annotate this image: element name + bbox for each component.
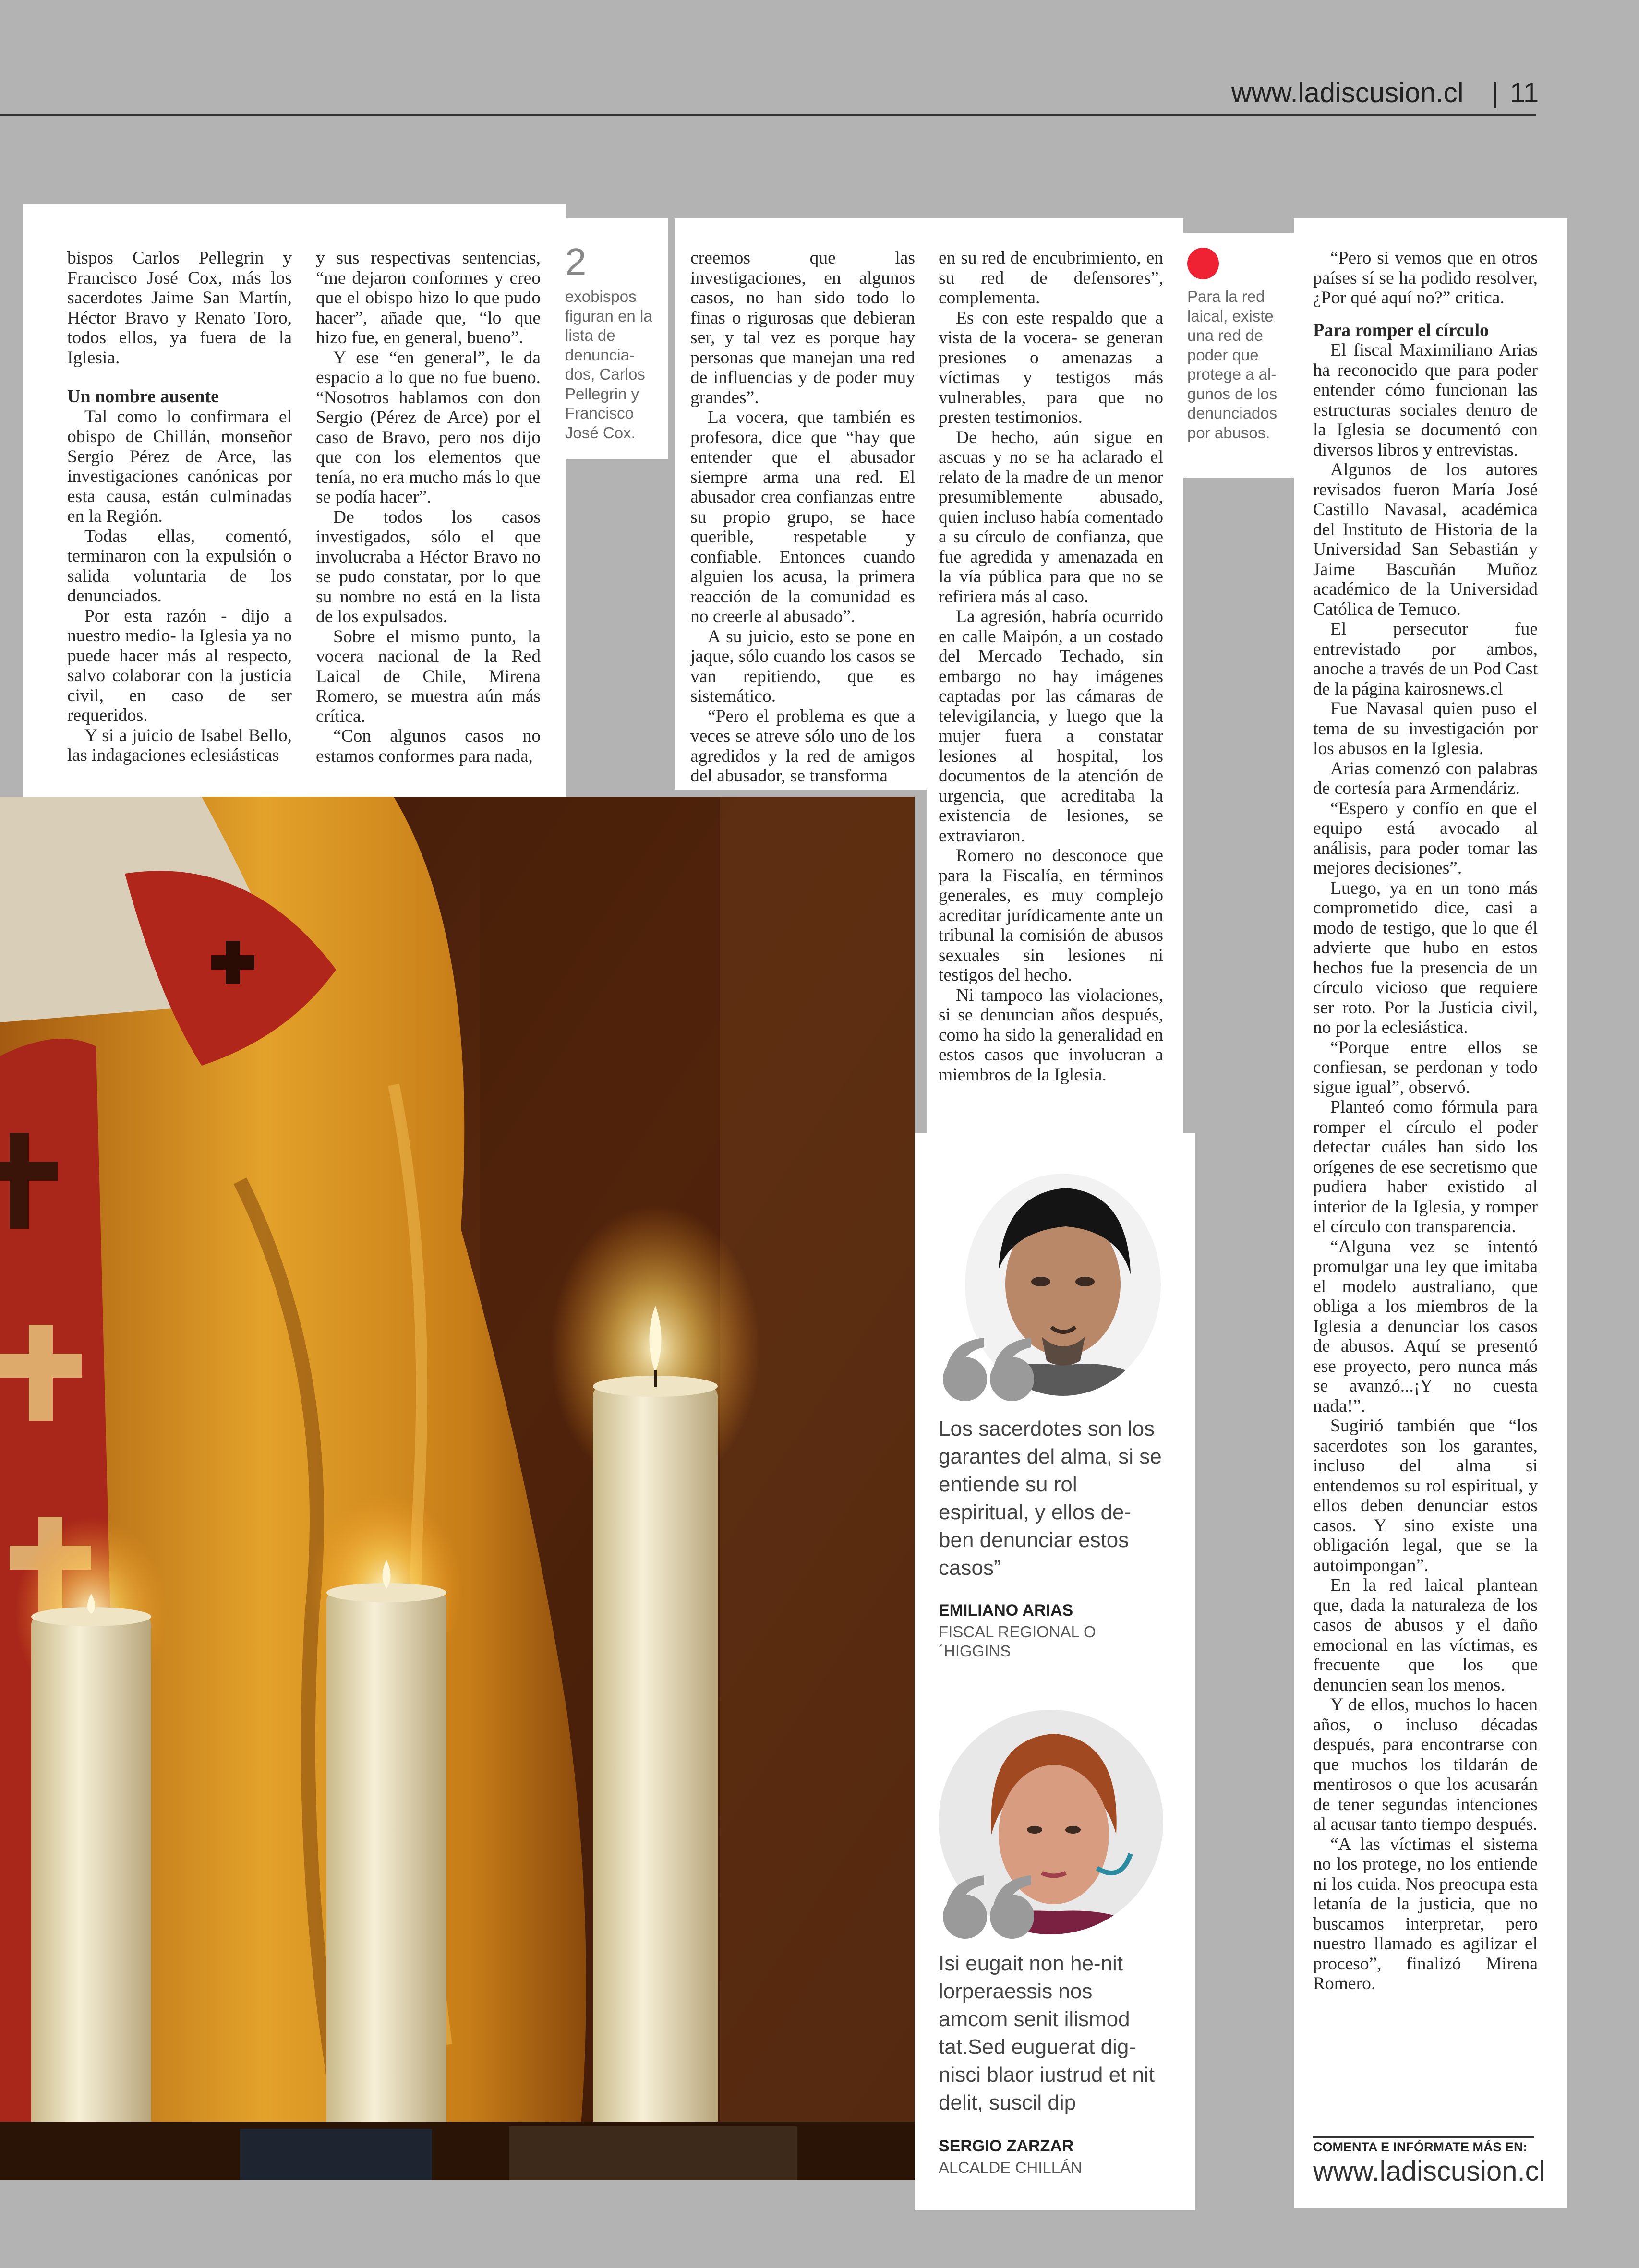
paragraph: La agresión, habría ocurrido en calle Maipón, a un costado del Mercado Techado, sin embargo no hay imágenes captadas por las cámaras de televigilancia, y luego que la mujer fuera a constatar lesiones al hospital, los documentos de la atención de urgencia, que acreditaba la existencia de lesiones, se extraviaron. [939, 607, 1163, 846]
paragraph: El persecutor fue entrevistado por ambos, anoche a través de un Pod Cast de la página kairosnews.cl [1313, 619, 1538, 699]
paragraph: Planteó como fórmula para romper el círculo el poder detectar cuáles han sido los orígenes de ese secretismo que pudiera haber existido al interior de la Iglesia, y romper el círculo con transparencia. [1313, 1097, 1538, 1236]
paragraph: La vocera, que también es profesora, dice que “hay que entender que el abusador siempre arma una red. El abusador crea confianzas entre su propio grupo, se hace querible, respetable y confiable. Entonces cuando alguien los acusa, la primera reacción de la comunidad es no creerle al abusado”. [690, 408, 915, 626]
page-number: 11 [1510, 77, 1539, 108]
paragraph: “Con algunos casos no estamos conformes para nada, [316, 726, 541, 766]
quote-marks-icon [940, 1337, 1041, 1402]
footer-url[interactable]: www.ladiscusion.cl [1313, 2156, 1545, 2187]
quote-author-role: ALCALDE CHILLÁN [939, 2159, 1082, 2176]
candles-and-vestments-photo [0, 797, 915, 2180]
paragraph: A su juicio, esto se pone en jaque, sólo cuando los casos se van repitiendo, que es sistemático. [690, 626, 915, 706]
paragraph: Algunos de los autores revisados fueron María José Castillo Navasal, académica del Instituto de Historia de la Universidad San Sebastián y Jaime Bascuñán Muñoz académico de la Universidad Católica de Temuco. [1313, 460, 1538, 619]
subheading: Un nombre ausente [67, 386, 219, 407]
paragraph: Ni tampoco las violaciones, si se denuncian años después, como ha sido la generalidad en estos casos que involucran a miembros de la Iglesia. [939, 985, 1163, 1085]
site-url[interactable]: www.ladiscusion.cl [1231, 77, 1464, 108]
paragraph: Sobre el mismo punto, la vocera nacional de la Red Laical de Chile, Mirena Romero, se muestra aún más crítica. [316, 626, 541, 726]
paragraph: Sugirió también que “los sacerdotes son los garantes, incluso del alma si entendemos su rol espiritual, y ellos deben denunciar estos casos. Y sino existe una obligación legal, que se la autoimpongan”. [1313, 1416, 1538, 1575]
quote-marks-icon [940, 1874, 1041, 1939]
paragraph: Y ese “en general”, le da espacio a lo que no fue bueno. “Nosotros hablamos con don Sergio (Pérez de Arce) por el caso de Bravo, pero nos dijo que con los elementos que tenía, no era mucho más lo que se podía hacer”. [316, 348, 541, 507]
quote-text: Los sacerdotes son los garantes del alma, si se entiende su rol espiritual, y ellos de-ben denunciar estos casos” [939, 1417, 1162, 1580]
sidebar-fact-text: Para la red laical, existe una red de poder que protege a al-gunos de los denunciados por abusos. [1187, 288, 1277, 442]
paragraph: “Porque entre ellos se confiesan, se perdonan y todo sigue igual”, observó. [1313, 1037, 1538, 1097]
paragraph: De todos los casos investigados, sólo el que involucraba a Héctor Bravo no se pudo constatar, por lo que su nombre no está en la lista de los expulsados. [316, 507, 541, 626]
fact-text: exobispos figuran en la lista de denuncia-dos, Carlos Pellegrin y Francisco José Cox. [565, 288, 652, 442]
paragraph: Romero no desconoce que para la Fiscalía, en términos generales, es muy complejo acreditar jurídicamente ante un tribunal la comisión de abusos sexuales sin lesiones ni testigos del hecho. [939, 846, 1163, 985]
footer-label: COMENTA E INFÓRMATE MÁS EN: [1313, 2140, 1528, 2154]
paragraph: “Alguna vez se intentó promulgar una ley que imitaba el modelo australiano, que obliga a los miembros de la Iglesia a denunciar los casos de abusos. Aquí se presentó ese proyecto, pero nunca más se avanzó...¡Y no cuesta nada!”. [1313, 1236, 1538, 1416]
article-column-2 [316, 248, 541, 766]
article-column-4 [939, 248, 1163, 1085]
quote-author-name: EMILIANO ARIAS [939, 1601, 1073, 1620]
paragraph: Arias comenzó con palabras de cortesía para Armendáriz. [1313, 758, 1538, 798]
paragraph: Y de ellos, muchos lo hacen años, o incluso décadas después, para encontrarse con que muchos los tildarán de mentirosos o que los acusarán de tener segundas intenciones al acusar tanto tiempo después. [1313, 1695, 1538, 1834]
article-column-1 [67, 248, 292, 766]
paragraph: Es con este respaldo que a vista de la vocera- se generan presiones o amenazas a víctimas y testigos más vulnerables, para que no presten testimonios. [939, 308, 1163, 427]
paragraph: “A las víctimas el sistema no los protege, no los entiende ni los cuida. Nos preocupa esta letanía de la justicia, que no buscamos interpretar, pero nuestro llamado es agilizar el proceso”, finalizó Mirena Romero. [1313, 1834, 1538, 1993]
paragraph: “Pero el problema es que a veces se atreve sólo uno de los agredidos y la red de amigos del abusador, se transforma [690, 706, 915, 786]
article-column-3 [690, 248, 915, 786]
red-dot-icon [1187, 248, 1219, 279]
header-rule [0, 114, 1536, 116]
subheading: Para romper el círculo [1313, 320, 1489, 340]
paragraph: Y si a juicio de Isabel Bello, las indagaciones eclesiásticas [67, 725, 292, 765]
footer-rule [1313, 2136, 1534, 2138]
paragraph: El fiscal Maximiliano Arias ha reconocido que para poder entender cómo funcionan las estructuras sociales dentro de la Iglesia se documentó con diversos libros y entrevistas. [1313, 340, 1538, 460]
paragraph: y sus respectivas sentencias, “me dejaron conformes y creo que el obispo hizo lo que pudo hacer”, añade que, “lo que hizo fue, en general, bueno”. [316, 248, 541, 348]
paragraph: Luego, ya en un tono más comprometido dice, casi a modo de testigo, que lo que él advierte que hubo en estos hechos fue la presencia de un círculo vicioso que requiere ser roto. Por la Justicia civil, no por la eclesiástica. [1313, 878, 1538, 1037]
paragraph: De hecho, aún sigue en ascuas y no se ha aclarado el relato de la madre de un menor presumiblemente abusado, quien incluso había comentado a su círculo de confianza, que fue agredida y amenazada en la vía pública para que no se refiriera más al caso. [939, 427, 1163, 607]
paragraph: Tal como lo confirmara el obispo de Chillán, monseñor Sergio Pérez de Arce, las investigaciones canónicas por esta causa, están culminadas en la Región. [67, 407, 292, 526]
fact-number: 2 [565, 240, 587, 283]
paragraph: Fue Navasal quien puso el tema de su investigación por los abusos en la Iglesia. [1313, 699, 1538, 758]
quote-author-role: FISCAL REGIONAL O´HIGGINS [939, 1623, 1096, 1660]
paragraph: creemos que las investigaciones, en algunos casos, no han sido todo lo finas o rigurosas que debieran ser, y tal vez es porque hay personas que manejan una red de influencias y de poder muy grandes”. [690, 248, 915, 408]
paragraph: bispos Carlos Pellegrin y Francisco José Cox, más los sacerdotes Jaime San Martín, Héctor Bravo y Renato Toro, todos ellos, ya fuera de la Iglesia. [67, 248, 292, 368]
paragraph: Por esta razón - dijo a nuestro medio- la Iglesia ya no puede hacer más al respecto, salvo colaborar con la justicia civil, en caso de ser requeridos. [67, 606, 292, 725]
quote-text: Isi eugait non he-nit lorperaessis nos amcom senit ilismod tat.Sed euguerat dig-nisci blaor iustrud et nit delit, suscil dip [939, 1952, 1155, 2114]
paragraph: En la red laical plantean que, dada la naturaleza de los casos de abusos y el daño emocional en las víctimas, es frecuente que los que denuncien sean los menos. [1313, 1575, 1538, 1695]
paragraph: Todas ellas, comentó, terminaron con la expulsión o salida voluntaria de los denunciados. [67, 526, 292, 606]
paragraph: en su red de encubrimiento, en su red de defensores”, complementa. [939, 248, 1163, 308]
paragraph: “Pero si vemos que en otros países sí se ha podido resolver, ¿Por qué aquí no?” critica. [1313, 248, 1538, 308]
quote-author-name: SERGIO ZARZAR [939, 2137, 1074, 2155]
article-column-5 [1313, 248, 1538, 1994]
paragraph: “Espero y confío en que el equipo está avocado al análisis, para poder tomar las mejores decisiones”. [1313, 798, 1538, 878]
header-separator [1494, 82, 1496, 108]
